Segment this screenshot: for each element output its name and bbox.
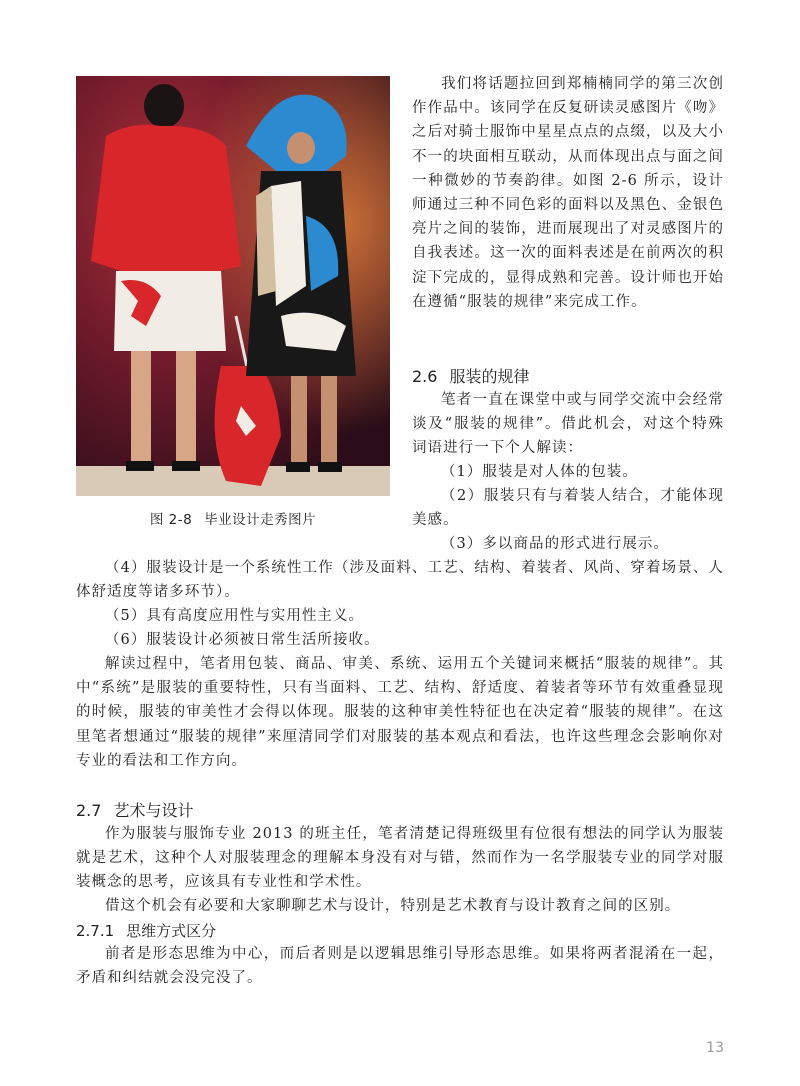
list-item-5: （5）具有高度应用性与实用性主义。	[105, 608, 365, 624]
subsection-number: 2.7.1	[76, 922, 115, 940]
subsection-heading-2-7-1	[76, 920, 216, 941]
subsection-title: 思维方式区分	[126, 922, 217, 940]
runway-photo	[76, 76, 390, 496]
s26-intro-paragraph: 笔者一直在课堂中或与同学交流中会经常谈及“服装的规律”。借此机会，对这个特殊词语进行一下个人解读：	[412, 392, 724, 457]
section-number: 2.6	[412, 367, 438, 386]
section-heading-2-6	[412, 364, 529, 387]
s27-paragraph-2: 借这个机会有必要和大家聊聊艺术与设计，特别是艺术教育与设计教育之间的区别。	[105, 898, 681, 914]
list-item-4: （4）服装设计是一个系统性工作（涉及面料、工艺、结构、着装者、风尚、穿着场景、人体舒适度等诸多环节）。	[76, 560, 724, 601]
figure-number: 图 2-8	[149, 512, 193, 528]
page-number: 13	[706, 1040, 724, 1056]
intro-paragraph: 我们将话题拉回到郑楠楠同学的第三次创作作品中。该同学在反复研读灵感图片《吻》之后对骑士服饰中星星点点的点缀，以及大小不一的块面相互联动，从而体现出点与面之间一种微妙的节奏韵律。如图 2-6 所示，设计师通过三种不同色彩的面料以及黑色、金银色亮片之间的装饰，进而展现出了对灵感图片的自我表述。这一次的面料表述是在前两次的积淀下完成的，显得成熟和完善。设计师也开始在遵循“服装的规律”来完成工作。	[412, 76, 724, 310]
s27-paragraph-1: 作为服装与服饰专业 2013 的班主任，笔者清楚记得班级里有位很有想法的同学认为服装就是艺术，这种个人对服装理念的理解本身没有对与错，然而作为一名学服装专业的同学对服装概念的思考，应该具有专业性和学术性。	[76, 826, 724, 891]
figure-caption	[76, 508, 390, 528]
s271-paragraph-1: 前者是形态思维为中心，而后者则是以逻辑思维引导形态思维。如果将两者混淆在一起，矛盾和纠结就会没完没了。	[76, 946, 724, 987]
section-heading-2-7	[76, 798, 193, 821]
section-title: 艺术与设计	[113, 801, 194, 820]
section-title: 服装的规律	[449, 367, 530, 386]
section-number: 2.7	[76, 801, 102, 820]
figure-title: 毕业设计走秀图片	[204, 512, 317, 528]
analysis-paragraph: 解读过程中，笔者用包装、商品、审美、系统、运用五个关键词来概括“服装的规律”。其中“系统”是服装的重要特性，只有当面料、工艺、结构、舒适度、着装者等环节有效重叠显现的时候，服装的审美性才会得以体现。服装的这种审美性特征也在决定着“服装的规律”。在这里笔者想通过“服装的规律”来厘清同学们对服装的基本观点和看法，也许这些理念会影响你对专业的看法和工作方向。	[76, 656, 724, 769]
list-item-1: （1）服装是对人体的包装。	[441, 464, 638, 480]
list-item-6: （6）服装设计必须被日常生活所接收。	[105, 632, 380, 648]
list-item-3: （3）多以商品的形式进行展示。	[441, 536, 669, 552]
list-item-2: （2）服装只有与着装人结合，才能体现美感。	[412, 488, 724, 529]
